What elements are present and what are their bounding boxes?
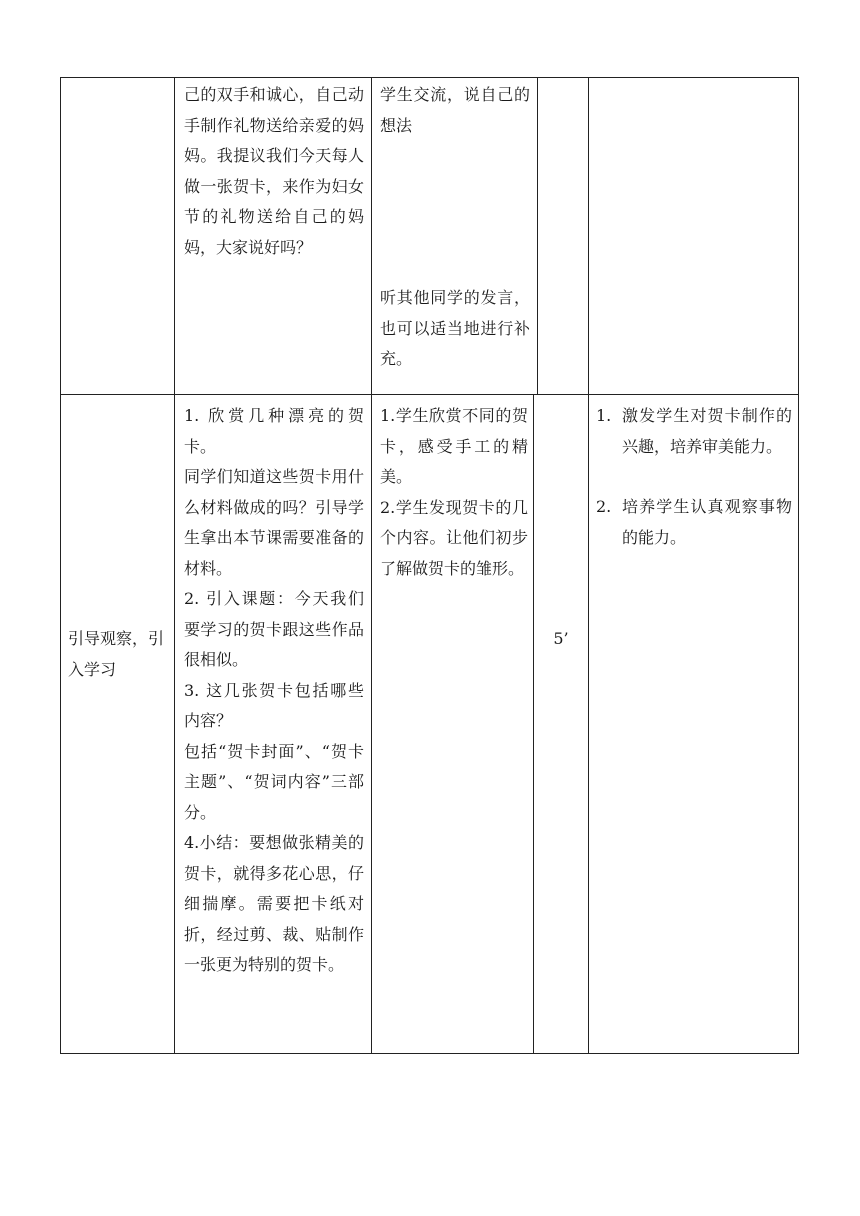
goals-list: [596, 401, 792, 553]
student-activity-cell-main: [380, 401, 528, 584]
table-row-divider: [60, 394, 799, 395]
stage-cell: [68, 624, 168, 685]
goal-number: 1.: [596, 406, 612, 425]
column-divider-1: [174, 77, 175, 1054]
time-cell: [534, 624, 588, 655]
teacher-activity-cell-top: [184, 80, 364, 263]
teacher-line-4: 3. 这几张贺卡包括哪些内容？: [184, 680, 364, 730]
goal-text: 激发学生对贺卡制作的兴趣，培养审美能力。: [622, 406, 792, 456]
teacher-line-6: 4.小结：要想做张精美的贺卡，就得多花心思，仔细揣摩。需要把卡纸对折，经过剪、裁、贴制作一张更为特别的贺卡。: [184, 833, 364, 974]
table-border-top: [60, 77, 799, 78]
column-divider-4: [588, 77, 589, 1054]
table-border-right: [798, 77, 799, 1054]
goal-item: [596, 492, 792, 553]
teacher-line-1: 1. 欣赏几种漂亮的贺卡。: [184, 406, 364, 456]
student-activity-text-2: 听其他同学的发言，也可以适当地进行补充。: [380, 288, 530, 368]
student-line-2: 2.学生发现贺卡的几个内容。让他们初步了解做贺卡的雏形。: [380, 497, 528, 578]
teacher-activity-text: 己的双手和诚心，自己动手制作礼物送给亲爱的妈妈。我提议我们今天每人做一张贺卡，来作为妇女节的礼物送给自己的妈妈，大家说好吗？: [184, 85, 364, 257]
goals-cell: [596, 401, 792, 553]
column-divider-3-top: [537, 77, 538, 394]
teacher-line-2: 同学们知道这些贺卡用什么材料做成的吗？引导学生拿出本节课需要准备的材料。: [184, 467, 364, 578]
stage-label: 引导观察，引入学习: [68, 629, 165, 679]
student-activity-text-1: 学生交流，说自己的想法: [380, 85, 530, 135]
column-divider-3-bottom: [533, 394, 534, 1054]
student-activity-cell-top: [380, 80, 530, 141]
goal-number: 2.: [596, 497, 612, 516]
goal-text: 培养学生认真观察事物的能力。: [622, 497, 792, 547]
student-activity-cell-top-2: [380, 283, 530, 375]
teacher-line-5: 包括“贺卡封面”、“贺卡主题”、“贺词内容”三部分。: [184, 741, 364, 822]
teacher-activity-cell-main: [184, 401, 364, 981]
table-border-bottom: [60, 1053, 799, 1054]
teacher-line-3: 2. 引入课题：今天我们要学习的贺卡跟这些作品很相似。: [184, 589, 364, 669]
student-line-1: 1.学生欣赏不同的贺卡，感受手工的精美。: [380, 406, 528, 486]
column-divider-2: [371, 77, 372, 1054]
goal-spacer: [596, 462, 792, 492]
table-border-left: [60, 77, 61, 1054]
time-value: 5’: [553, 629, 569, 648]
goal-item: [596, 401, 792, 462]
